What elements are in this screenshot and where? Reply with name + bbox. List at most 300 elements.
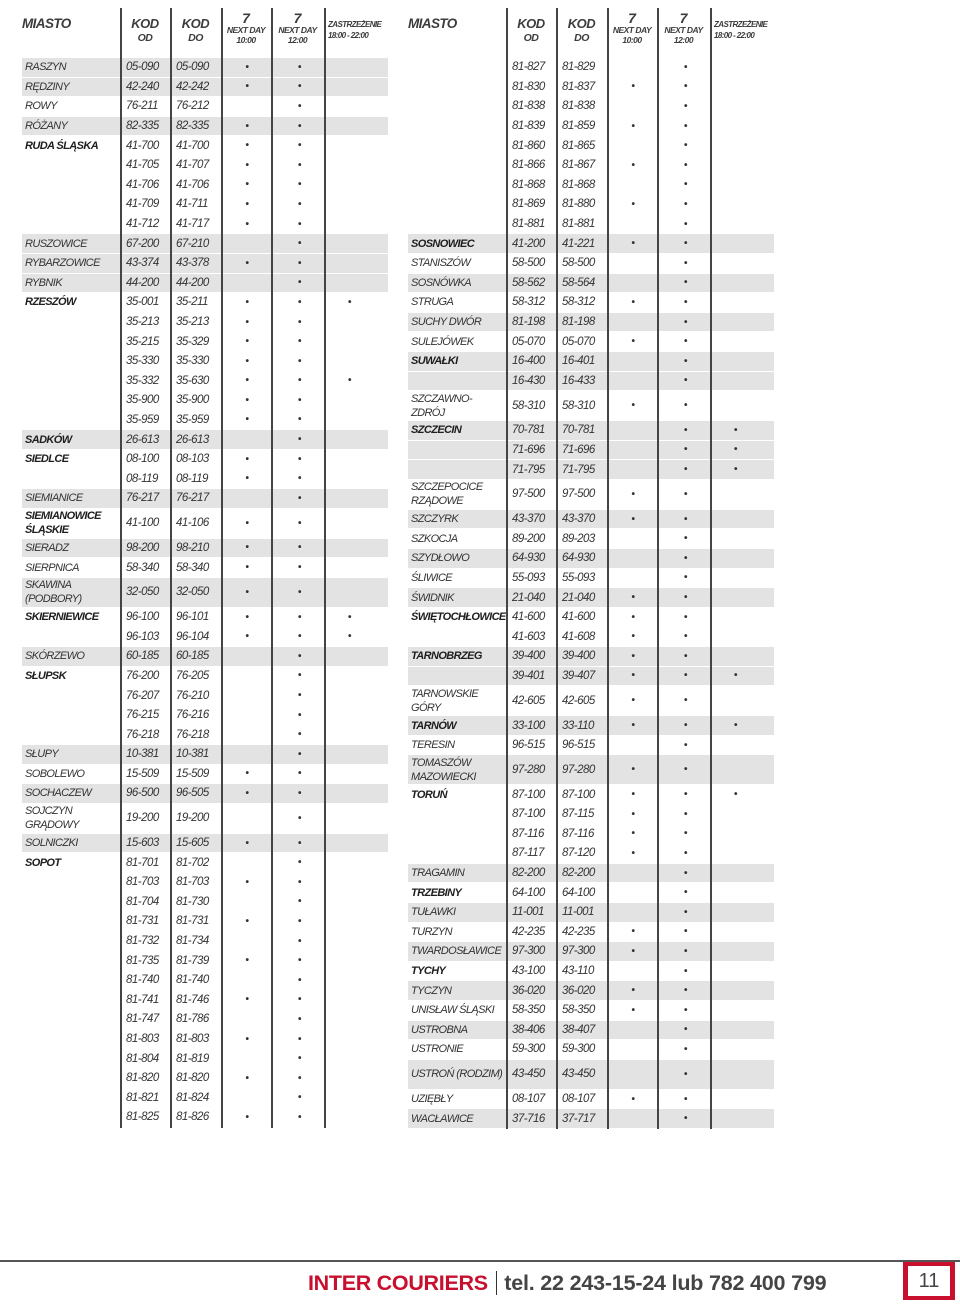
delivery-dot: • <box>683 847 687 859</box>
cell-to: 81-824 <box>176 1091 209 1104</box>
cell-city <box>411 58 505 77</box>
cell-to: 41-707 <box>176 159 209 172</box>
cell-from: 67-200 <box>126 237 159 250</box>
cell-d10 <box>609 58 657 77</box>
header-reservation-time: 18:00 - 22:00 <box>328 31 369 40</box>
page-number: 11 <box>908 1266 950 1296</box>
cell-from: 08-119 <box>126 472 158 485</box>
cell-dz <box>714 883 774 902</box>
cell-d10 <box>223 274 271 293</box>
delivery-dot: • <box>297 1013 301 1025</box>
cell-to: 10-381 <box>176 748 209 761</box>
cell-d10 <box>223 234 271 253</box>
delivery-dot: • <box>297 179 301 191</box>
cell-city <box>25 1069 119 1088</box>
delivery-dot: • <box>683 867 687 879</box>
cell-city: SOSNÓWKA <box>411 276 471 289</box>
delivery-dot: • <box>297 394 301 406</box>
cell-to: 58-310 <box>562 399 595 412</box>
cell-dz <box>714 608 774 627</box>
cell-city: SIEMIANICE <box>25 492 83 505</box>
delivery-dot: • <box>297 896 301 908</box>
cell-d10 <box>609 372 657 391</box>
cell-from: 05-090 <box>126 61 159 74</box>
delivery-dot: • <box>297 857 301 869</box>
cell-to: 76-218 <box>176 728 209 741</box>
delivery-dot: • <box>683 296 687 308</box>
table-row <box>22 176 388 196</box>
table-header <box>22 8 388 58</box>
table-row <box>22 215 388 235</box>
cell-from: 08-107 <box>512 1093 545 1106</box>
cell-city: SULEJÓWEK <box>411 335 474 348</box>
cell-from: 43-370 <box>512 513 545 526</box>
delivery-dot: • <box>631 926 635 938</box>
cell-to: 81-739 <box>176 954 209 967</box>
delivery-dot: • <box>631 789 635 801</box>
cell-dz <box>328 725 388 744</box>
cell-to: 21-040 <box>562 591 595 604</box>
cell-from: 36-020 <box>512 984 545 997</box>
cell-from: 35-213 <box>126 316 159 329</box>
delivery-dot: • <box>297 277 301 289</box>
delivery-dot: • <box>683 572 687 584</box>
table-row <box>22 1010 388 1030</box>
cell-from: 87-100 <box>512 788 545 801</box>
table-row <box>408 962 774 982</box>
cell-city <box>25 932 119 951</box>
cell-to: 43-110 <box>562 965 594 978</box>
cell-from: 41-705 <box>126 159 159 172</box>
table-row <box>408 58 774 78</box>
delivery-dot: • <box>631 400 635 412</box>
cell-from: 81-198 <box>512 316 545 329</box>
cell-dz <box>714 805 774 824</box>
delivery-dot: • <box>297 768 301 780</box>
delivery-dot: • <box>683 120 687 132</box>
delivery-dot: • <box>734 444 738 456</box>
cell-city: SOLNICZKI <box>25 837 78 850</box>
cell-to: 42-242 <box>176 80 209 93</box>
cell-city: TARNOBRZEG <box>411 650 482 663</box>
table-row <box>408 1060 774 1090</box>
delivery-dot: • <box>297 955 301 967</box>
delivery-dot: • <box>683 808 687 820</box>
cell-city <box>411 156 505 175</box>
cell-d10 <box>609 962 657 981</box>
cell-to: 16-401 <box>562 355 595 368</box>
cell-from: 76-200 <box>126 669 159 682</box>
table-row <box>408 1001 774 1021</box>
cell-d10 <box>223 430 271 449</box>
table-row <box>22 951 388 971</box>
delivery-dot: • <box>297 375 301 387</box>
table-row <box>408 176 774 196</box>
table-row <box>408 234 774 254</box>
delivery-dot: • <box>297 670 301 682</box>
cell-city: ŚWIĘTOCHŁOWICE <box>411 611 506 624</box>
delivery-dot: • <box>683 887 687 899</box>
cell-city <box>25 391 119 410</box>
cell-from: 64-100 <box>512 886 545 899</box>
cell-from: 35-330 <box>126 355 159 368</box>
cell-to: 81-740 <box>176 974 209 987</box>
cell-city: SZYDŁOWO <box>411 552 470 565</box>
cell-from: 81-703 <box>126 876 159 889</box>
cell-city: SKAWINA (PODBORY) <box>25 579 82 606</box>
delivery-dot: • <box>631 159 635 171</box>
table-row <box>408 647 774 667</box>
cell-from: 35-900 <box>126 394 159 407</box>
table-row <box>408 736 774 756</box>
table-row <box>408 805 774 825</box>
delivery-dot: • <box>245 955 249 967</box>
table-row <box>408 1040 774 1060</box>
cell-to: 97-500 <box>562 488 595 501</box>
header-nextday12-num: 7 <box>679 10 688 26</box>
cell-dz <box>714 588 774 607</box>
cell-dz <box>714 136 774 155</box>
table-row <box>22 1108 388 1128</box>
table-row <box>408 195 774 215</box>
delivery-dot: • <box>245 375 249 387</box>
cell-to: 35-329 <box>176 335 209 348</box>
cell-to: 41-106 <box>176 517 209 530</box>
cell-dz <box>328 706 388 725</box>
table-row <box>22 1069 388 1089</box>
delivery-dot: • <box>297 296 301 308</box>
delivery-dot: • <box>683 1093 687 1105</box>
table-row <box>22 509 388 539</box>
delivery-dot: • <box>245 355 249 367</box>
delivery-dot: • <box>245 257 249 269</box>
cell-from: 15-509 <box>126 767 159 780</box>
column-divider <box>170 8 172 1128</box>
cell-city <box>25 313 119 332</box>
cell-d10 <box>223 893 271 912</box>
table-row <box>22 706 388 726</box>
delivery-dot: • <box>297 837 301 849</box>
cell-to: 97-280 <box>562 763 595 776</box>
delivery-dot: • <box>683 1113 687 1125</box>
table-row <box>22 784 388 804</box>
cell-d10 <box>223 745 271 764</box>
cell-d10 <box>223 647 271 666</box>
cell-city <box>25 1089 119 1108</box>
cell-dz <box>714 372 774 391</box>
cell-from: 41-603 <box>512 630 545 643</box>
cell-from: 58-350 <box>512 1004 545 1017</box>
cell-city: RÓŻANY <box>25 120 68 133</box>
delivery-dot: • <box>297 434 301 446</box>
header-kod-to-sub: DO <box>574 32 589 44</box>
cell-dz <box>714 391 774 420</box>
cell-to: 96-104 <box>176 630 209 643</box>
delivery-dot: • <box>297 198 301 210</box>
cell-to: 81-837 <box>562 80 595 93</box>
cell-dz <box>714 234 774 253</box>
cell-city: SUWAŁKI <box>411 355 458 368</box>
cell-d10 <box>223 853 271 872</box>
delivery-dot: • <box>631 1004 635 1016</box>
table-row <box>22 971 388 991</box>
table-row <box>22 1049 388 1069</box>
cell-from: 96-103 <box>126 630 159 643</box>
cell-from: 33-100 <box>512 719 545 732</box>
cell-dz <box>714 195 774 214</box>
table-header <box>408 8 774 58</box>
cell-from: 81-704 <box>126 895 159 908</box>
cell-dz <box>714 962 774 981</box>
table-row <box>408 215 774 235</box>
cell-to: 55-093 <box>562 571 595 584</box>
cell-city: STANISZÓW <box>411 257 471 270</box>
cell-to: 89-203 <box>562 532 595 545</box>
cell-city <box>411 195 505 214</box>
cell-from: 44-200 <box>126 276 159 289</box>
cell-from: 42-605 <box>512 694 545 707</box>
cell-dz <box>328 332 388 351</box>
cell-from: 41-712 <box>126 218 159 231</box>
table-row <box>22 58 388 78</box>
cell-from: 81-741 <box>126 993 159 1006</box>
cell-from: 87-116 <box>512 827 544 840</box>
table-row <box>408 136 774 156</box>
delivery-dot: • <box>683 552 687 564</box>
cell-to: 11-001 <box>562 906 594 919</box>
cell-dz <box>328 539 388 558</box>
delivery-dot: • <box>683 277 687 289</box>
delivery-dot: • <box>348 611 352 623</box>
cell-dz <box>714 254 774 273</box>
cell-city <box>25 1010 119 1029</box>
table-row <box>408 156 774 176</box>
cell-from: 39-400 <box>512 650 545 663</box>
cell-d10 <box>223 1089 271 1108</box>
cell-dz <box>714 1001 774 1020</box>
cell-dz <box>714 510 774 529</box>
delivery-dot: • <box>297 1033 301 1045</box>
delivery-dot: • <box>245 542 249 554</box>
cell-d10 <box>609 569 657 588</box>
delivery-dot: • <box>631 764 635 776</box>
cell-to: 76-212 <box>176 100 209 113</box>
delivery-dot: • <box>297 994 301 1006</box>
cell-from: 43-450 <box>512 1068 545 1081</box>
cell-dz <box>328 234 388 253</box>
table-row <box>408 981 774 1001</box>
cell-city: TRZEBINY <box>411 886 462 899</box>
table-row <box>408 864 774 884</box>
table-row <box>22 391 388 411</box>
delivery-dot: • <box>297 876 301 888</box>
cell-city: TWARDOSŁAWICE <box>411 945 502 958</box>
cell-from: 82-200 <box>512 867 545 880</box>
delivery-dot: • <box>631 695 635 707</box>
cell-to: 59-300 <box>562 1043 595 1056</box>
delivery-dot: • <box>297 473 301 485</box>
delivery-dot: • <box>683 1004 687 1016</box>
delivery-dot: • <box>683 140 687 152</box>
cell-from: 81-821 <box>126 1091 159 1104</box>
cell-from: 58-500 <box>512 257 545 270</box>
cell-to: 81-867 <box>562 159 595 172</box>
cell-from: 41-100 <box>126 517 159 530</box>
delivery-dot: • <box>245 1072 249 1084</box>
delivery-dot: • <box>631 296 635 308</box>
delivery-dot: • <box>683 764 687 776</box>
cell-from: 43-100 <box>512 965 545 978</box>
cell-d10 <box>223 1010 271 1029</box>
delivery-dot: • <box>297 690 301 702</box>
cell-d10 <box>609 460 657 479</box>
cell-dz <box>328 411 388 430</box>
cell-d10 <box>609 274 657 293</box>
cell-dz <box>328 745 388 764</box>
cell-city: RUDA ŚLĄSKA <box>25 139 99 152</box>
table-row <box>408 313 774 333</box>
cell-from: 81-820 <box>126 1072 159 1085</box>
cell-city: WACŁAWICE <box>411 1112 474 1125</box>
brand-name: INTER COURIERS <box>308 1270 488 1295</box>
cell-city: TUŁAWKI <box>411 906 456 919</box>
cell-from: 19-200 <box>126 812 159 825</box>
cell-to: 41-600 <box>562 611 595 624</box>
cell-to: 81-881 <box>562 218 595 231</box>
delivery-dot: • <box>683 218 687 230</box>
cell-from: 81-869 <box>512 198 545 211</box>
cell-city: SZCZYRK <box>411 513 459 526</box>
cell-city: SŁUPSK <box>25 669 67 682</box>
delivery-dot: • <box>683 355 687 367</box>
cell-d10 <box>609 313 657 332</box>
cell-to: 76-217 <box>176 492 209 505</box>
cell-d10 <box>609 215 657 234</box>
cell-to: 70-781 <box>562 424 595 437</box>
cell-from: 81-868 <box>512 178 545 191</box>
table-row <box>22 352 388 372</box>
header-nextday10-time: 10:00 <box>622 35 642 45</box>
cell-to: 81-786 <box>176 1013 209 1026</box>
header-kod-from: KOD <box>131 16 159 31</box>
cell-from: 35-001 <box>126 296 159 309</box>
table-row <box>408 254 774 274</box>
cell-from: 81-735 <box>126 954 159 967</box>
cell-from: 81-804 <box>126 1052 159 1065</box>
delivery-dot: • <box>631 720 635 732</box>
table-row <box>22 450 388 470</box>
cell-from: 81-866 <box>512 159 545 172</box>
cell-dz <box>328 873 388 892</box>
cell-from: 41-706 <box>126 178 159 191</box>
table-row <box>408 372 774 392</box>
delivery-dot: • <box>683 631 687 643</box>
delivery-dot: • <box>245 296 249 308</box>
cell-to: 44-200 <box>176 276 209 289</box>
footer <box>308 1268 826 1298</box>
cell-dz <box>714 1090 774 1109</box>
cell-from: 96-500 <box>126 787 159 800</box>
delivery-dot: • <box>683 695 687 707</box>
cell-from: 97-500 <box>512 488 545 501</box>
delivery-dot: • <box>245 159 249 171</box>
table-row <box>22 647 388 667</box>
cell-city <box>25 195 119 214</box>
cell-d10 <box>609 421 657 440</box>
cell-city <box>25 352 119 371</box>
cell-d10 <box>609 549 657 568</box>
cell-from: 35-215 <box>126 335 159 348</box>
cell-from: 81-827 <box>512 61 545 74</box>
cell-d10 <box>609 864 657 883</box>
cell-to: 98-210 <box>176 541 209 554</box>
header-nextday12-label: NEXT DAY <box>278 25 317 35</box>
cell-dz <box>328 853 388 872</box>
delivery-dot: • <box>683 81 687 93</box>
cell-to: 81-838 <box>562 100 595 113</box>
cell-dz <box>328 1010 388 1029</box>
cell-from: 82-335 <box>126 120 159 133</box>
table-row <box>22 853 388 873</box>
cell-to: 05-090 <box>176 61 209 74</box>
cell-dz <box>714 647 774 666</box>
table-row <box>408 332 774 352</box>
cell-from: 76-215 <box>126 709 159 722</box>
cell-d10 <box>609 736 657 755</box>
table-row <box>408 825 774 845</box>
cell-city: SOBOLEWO <box>25 767 85 780</box>
cell-city <box>25 951 119 970</box>
cell-to: 42-235 <box>562 925 595 938</box>
cell-city: SOJCZYN GRĄDOWY <box>25 805 79 832</box>
cell-dz <box>714 1060 774 1089</box>
cell-from: 81-732 <box>126 935 159 948</box>
cell-dz <box>714 156 774 175</box>
cell-dz <box>714 1021 774 1040</box>
cell-city: SKIERNIEWICE <box>25 611 99 624</box>
cell-to: 87-100 <box>562 788 595 801</box>
header-kod-from: KOD <box>517 16 545 31</box>
delivery-dot: • <box>683 375 687 387</box>
cell-to: 60-185 <box>176 650 209 663</box>
table-row <box>408 510 774 530</box>
delivery-dot: • <box>631 592 635 604</box>
cell-city <box>25 706 119 725</box>
cell-dz <box>328 686 388 705</box>
cell-dz <box>328 765 388 784</box>
cell-city: TERESIN <box>411 739 455 752</box>
cell-dz <box>714 736 774 755</box>
table-row <box>22 234 388 254</box>
table-row <box>408 569 774 589</box>
cell-dz <box>714 274 774 293</box>
cell-to: 41-608 <box>562 630 595 643</box>
cell-to: 96-101 <box>176 611 209 624</box>
cell-dz <box>328 667 388 686</box>
cell-from: 58-340 <box>126 561 159 574</box>
table-row <box>408 97 774 117</box>
cell-from: 35-959 <box>126 413 159 426</box>
cell-to: 15-509 <box>176 767 209 780</box>
delivery-dot: • <box>245 120 249 132</box>
delivery-dot: • <box>631 828 635 840</box>
cell-d10 <box>609 1040 657 1059</box>
delivery-dot: • <box>297 517 301 529</box>
cell-from: 41-709 <box>126 198 159 211</box>
table-row <box>22 765 388 785</box>
delivery-dot: • <box>297 787 301 799</box>
delivery-dot: • <box>245 1033 249 1045</box>
